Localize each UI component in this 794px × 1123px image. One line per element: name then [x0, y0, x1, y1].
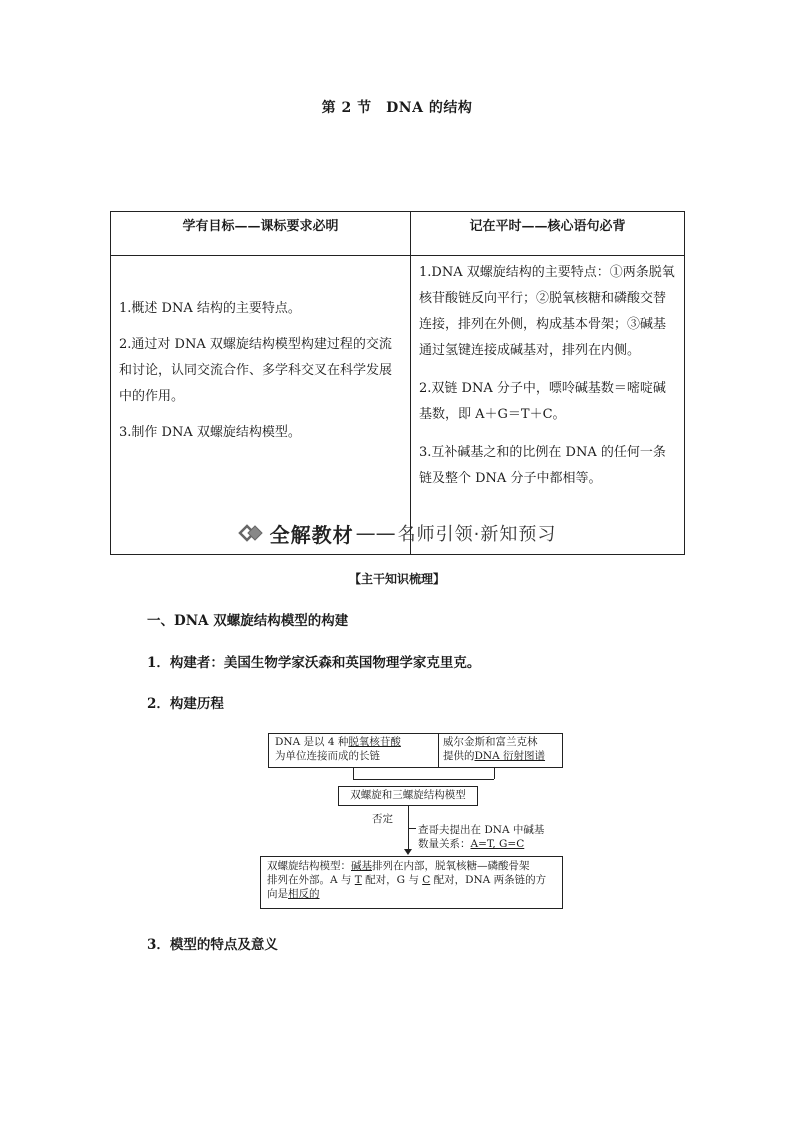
item-builders: 1．构建者：美国生物学家沃森和英国物理学家克里克。 [147, 655, 481, 671]
flow-text: 配对，G 与 [361, 874, 423, 886]
connector-line [353, 779, 494, 780]
objectives-table [110, 211, 685, 555]
flow-text: 双螺旋和三螺旋结构模型 [350, 789, 466, 801]
flow-text-underlined: A=T, G=C [470, 838, 525, 850]
flow-text: 数量关系： [418, 838, 471, 850]
connector-line [353, 767, 354, 779]
construction-flowchart [258, 728, 563, 913]
right-item: 1.DNA 双螺旋结构的主要特点：①两条脱氧核苷酸链反向平行；②脱氧核糖和磷酸交替连接，排列在外侧，构成基本骨架；③碱基通过氢键连接成碱基对，排列在内侧。 [419, 265, 675, 358]
arrow-head-icon [404, 849, 412, 855]
flow-text-underlined: C [422, 874, 431, 886]
flow-text-underlined: T [354, 874, 362, 886]
banner-sub-text: 名师引领·新知预习 [397, 524, 557, 545]
flow-text: 排列在内部，脱氧核糖—磷酸骨架 [372, 860, 530, 872]
left-item: 2.通过对 DNA 双螺旋结构模型构建过程的交流和讨论，认同交流合作、多学科交叉在科学发展中的作用。 [119, 337, 393, 404]
flow-text: 排列在外部。A 与 [267, 874, 355, 886]
flow-text: 配对，DNA 两条链的方 [430, 874, 547, 886]
flow-text: 查哥夫提出在 DNA 中碱基 [418, 824, 545, 836]
section-heading: 【主干知识梳理】 [348, 572, 445, 586]
table-header-right: 记在平时——核心语句必背 [411, 212, 685, 256]
flow-box-diffraction [438, 733, 563, 768]
flow-text-underlined: DNA 衍射图谱 [474, 750, 546, 762]
flow-box-double-helix [260, 856, 563, 909]
flow-box-helix-models [338, 786, 478, 806]
item-history: 2．构建历程 [147, 696, 224, 712]
banner-main-text: 全解教材 [269, 522, 354, 547]
heading-model-construction: 一、DNA 双螺旋结构模型的构建 [147, 613, 349, 629]
page-title: 第 2 节 DNA 的结构 [321, 100, 473, 116]
section-banner [0, 516, 794, 550]
chargaff-note [418, 823, 544, 851]
left-item: 1.概述 DNA 结构的主要特点。 [119, 301, 301, 316]
negate-label: 否定 [372, 813, 393, 825]
item-model-features: 3．模型的特点及意义 [147, 937, 278, 953]
flow-text: 向是 [267, 888, 288, 900]
connector-line [494, 767, 495, 779]
left-item: 3.制作 DNA 双螺旋结构模型。 [119, 425, 301, 440]
flow-text: 提供的 [443, 750, 475, 762]
flow-text-underlined: 脱氧核苷酸 [348, 736, 401, 748]
flow-text: 为单位连接而成的长链 [275, 750, 380, 762]
flow-text: DNA 是以 4 种 [275, 736, 349, 748]
flow-text-underlined: 碱基 [351, 860, 372, 872]
table-header-left: 学有目标——课标要求必明 [111, 212, 411, 256]
connector-line [408, 828, 416, 829]
table-cell-left [111, 256, 411, 555]
flow-box-dna-chain [268, 733, 442, 768]
flow-text-underlined: 相反的 [288, 888, 320, 900]
right-item: 2.双链 DNA 分子中，嘌呤碱基数＝嘧啶碱基数，即 A＋G＝T＋C。 [419, 381, 666, 422]
table-cell-right [411, 256, 685, 555]
right-item: 3.互补碱基之和的比例在 DNA 的任何一条链及整个 DNA 分子中都相等。 [419, 445, 666, 486]
flow-text: 双螺旋结构模型： [267, 860, 351, 872]
banner-dash: —— [355, 521, 396, 545]
banner-logo-icon [238, 523, 264, 543]
flow-text: 威尔金斯和富兰克林 [443, 736, 538, 748]
